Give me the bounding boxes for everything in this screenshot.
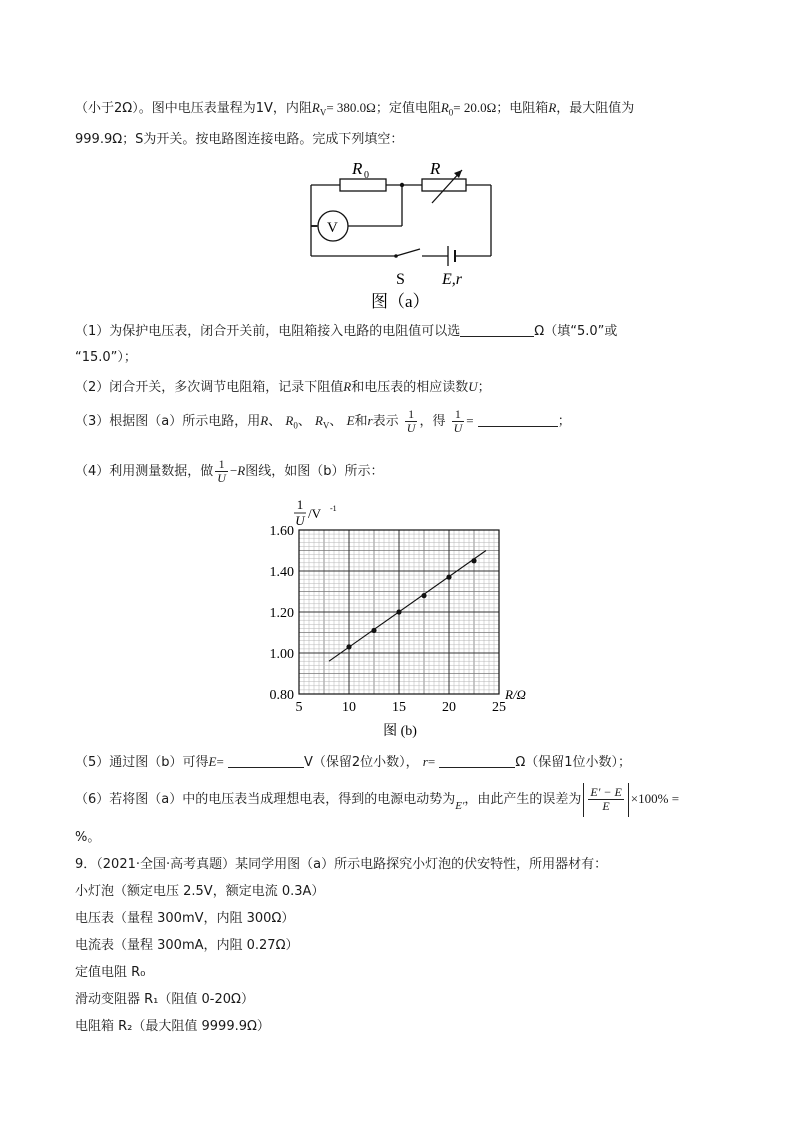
ylabel-den: U — [295, 513, 305, 528]
answer-blank-1[interactable] — [460, 322, 534, 337]
source-label: E,r — [442, 271, 462, 288]
x-tick-label: 15 — [392, 700, 406, 715]
question-5: （5）通过图（b）可得E= V（保留2位小数）， r= Ω（保留1位小数）； — [75, 754, 632, 770]
figure-a-caption: 图（a） — [371, 292, 430, 311]
question-4: （4）利用测量数据，做 $\frac{1}{U}$ −R图线，如图（b）所示： — [75, 457, 384, 485]
data-point — [396, 609, 401, 614]
question-1-cont: “15.0”）； — [75, 350, 137, 365]
ylabel-num: 1 — [296, 497, 304, 512]
resistor-r0 — [340, 179, 386, 191]
q9-item-6: 电阻箱 R₂（最大阻值 9999.9Ω） — [75, 1019, 270, 1034]
y-tick-label: 1.00 — [269, 647, 294, 662]
q9-item-4: 定值电阻 R₀ — [75, 965, 146, 980]
r-label: R — [430, 159, 441, 178]
circuit-diagram — [300, 158, 500, 313]
ylabel-unit: /V — [308, 506, 321, 521]
data-point — [346, 644, 351, 649]
question-6-cont: %。 — [75, 830, 101, 845]
intro-line-2: 999.9Ω；S为开关。按电路图连接电路。完成下列填空： — [75, 132, 404, 147]
y-tick-label: 0.80 — [269, 688, 294, 703]
question-2: （2）闭合开关，多次调节电阻箱，记录下阻值R和电压表的相应读数U； — [75, 379, 491, 395]
ylabel-exp: -1 — [330, 504, 337, 513]
q9-item-1: 小灯泡（额定电压 2.5V，额定电流 0.3A） — [75, 884, 325, 899]
question-9-title: 9．（2021·全国·高考真题）某同学用图（a）所示电路探究小灯泡的伏安特性，所用器材有： — [75, 857, 608, 872]
x-tick-label: 5 — [295, 700, 303, 715]
answer-blank-5r[interactable] — [439, 753, 515, 768]
x-tick-label: 25 — [492, 700, 506, 715]
x-tick-label: 10 — [342, 700, 356, 715]
fraction-1-over-u: $\frac{1}{U}$ — [406, 407, 416, 435]
data-point — [371, 628, 376, 633]
intro-line-1: （小于2Ω）。图中电压表量程为1V，内阻$R_V= 380.0\Omega$；定值电阻$R_0= 20.0\Omega$；电阻箱R，最大阻值为 — [75, 100, 635, 118]
q9-item-5: 滑动变阻器 R₁（阻值 0-20Ω） — [75, 992, 254, 1007]
fraction-1-over-u-3: $\frac{1}{U}$ — [217, 457, 226, 485]
data-point — [421, 593, 426, 598]
y-tick-label: 1.20 — [269, 606, 294, 621]
data-point — [446, 575, 451, 580]
q9-item-2: 电压表（量程 300mV，内阻 300Ω） — [75, 911, 295, 926]
svg-text:0: 0 — [364, 170, 369, 181]
question-6: （6）若将图（a）中的电压表当成理想电表，得到的电源电动势为$_{E'}$，由此产生的误差为 $\frac{E' - E}{E}$ ×100% = — [75, 782, 679, 823]
switch-pivot — [394, 254, 398, 258]
xlabel: R/Ω — [505, 687, 526, 702]
junction-dot — [400, 183, 404, 187]
r0-label: R — [352, 159, 363, 178]
answer-blank-3[interactable] — [478, 412, 558, 427]
answer-blank-5e[interactable] — [228, 753, 304, 768]
x-tick-label: 20 — [442, 700, 456, 715]
y-tick-label: 1.40 — [269, 565, 294, 580]
question-3: （3）根据图（a）所示电路，用R、 $R_0$、 $R_V$、 E和r表示 $\frac{1}{U}$ ，得 $\frac{1}{U}$ = ； — [75, 407, 571, 435]
graph-b — [240, 495, 560, 745]
voltmeter-label: V — [327, 220, 338, 236]
y-tick-label: 1.60 — [269, 524, 294, 539]
relative-error-expression: $\frac{E' - E}{E}$ — [583, 783, 628, 817]
figure-b-caption: 图 (b) — [383, 724, 417, 739]
switch-s — [396, 249, 420, 256]
question-1: （1）为保护电压表，闭合开关前，电阻箱接入电路的电阻值可以选 Ω（填“5.0”或 — [75, 324, 618, 339]
data-point — [471, 558, 476, 563]
fraction-1-over-u-2: $\frac{1}{U}$ — [453, 407, 463, 435]
switch-label: S — [396, 271, 405, 288]
q9-item-3: 电流表（量程 300mA，内阻 0.27Ω） — [75, 938, 299, 953]
